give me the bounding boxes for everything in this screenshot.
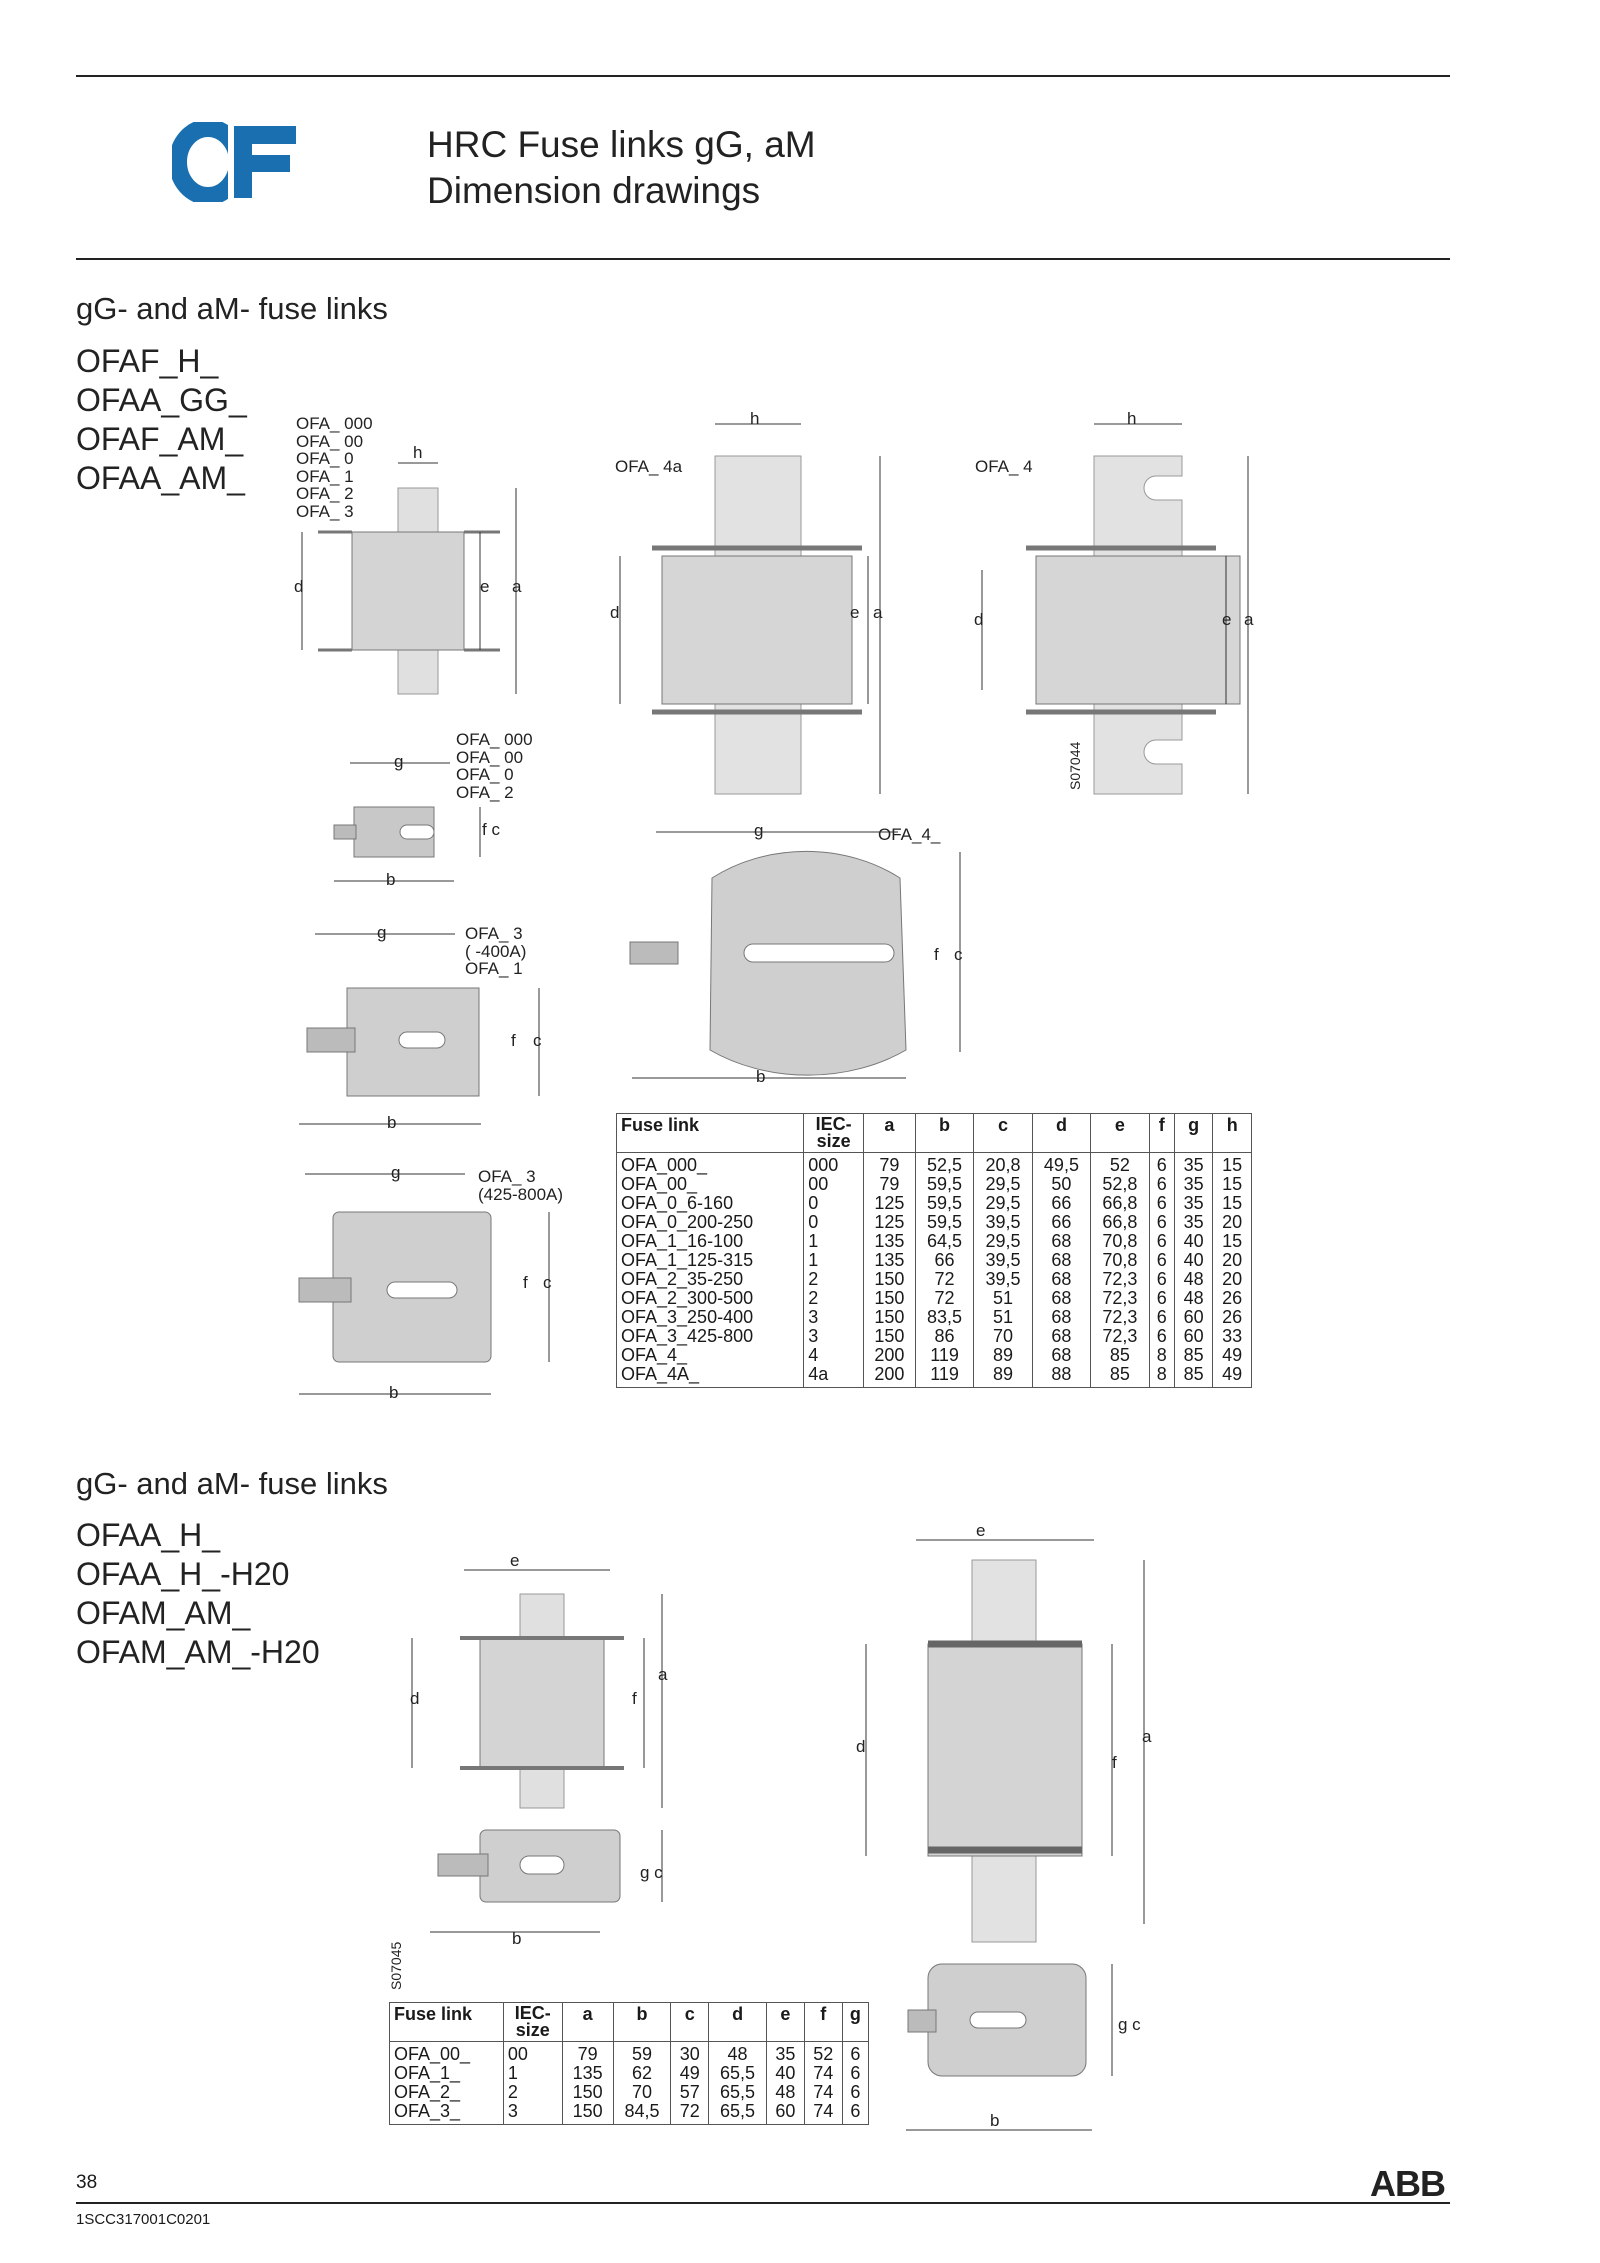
dimension-cell: 74: [804, 2083, 842, 2102]
svg-text:d: d: [974, 610, 984, 629]
table-row: [390, 2083, 869, 2102]
dimension-cell: 89: [974, 1365, 1032, 1388]
dimension-cell: 70: [974, 1327, 1032, 1346]
table-row: [617, 1175, 1252, 1194]
dimension-cell: 70,8: [1091, 1232, 1149, 1251]
dimension-cell: 52: [1091, 1153, 1149, 1176]
size-label: OFA_ 1: [465, 959, 523, 978]
dimension-cell: 15: [1213, 1153, 1252, 1176]
iec-size-cell: 3: [503, 2102, 562, 2125]
of-logo: [172, 122, 302, 202]
dimension-cell: 39,5: [974, 1270, 1032, 1289]
svg-text:b: b: [387, 1113, 397, 1132]
dimension-cell: 135: [864, 1232, 916, 1251]
dimension-table-2: [389, 2002, 869, 2125]
section1-heading: gG- and aM- fuse links: [76, 291, 388, 326]
dimension-cell: 66: [915, 1251, 973, 1270]
iec-size-cell: 2: [804, 1289, 864, 1308]
dimension-cell: 49: [671, 2064, 709, 2083]
dimension-cell: 51: [974, 1289, 1032, 1308]
svg-text:e: e: [1222, 610, 1232, 629]
table-row: [390, 2064, 869, 2083]
page-number: 38: [76, 2172, 98, 2193]
dimension-cell: 68: [1032, 1308, 1090, 1327]
code-item: OFAA_H_: [76, 1517, 221, 1553]
table-row: [617, 1232, 1252, 1251]
fig4-front-view: [970, 409, 1260, 810]
dimension-cell: 79: [864, 1153, 916, 1176]
svg-text:g: g: [394, 752, 404, 771]
dimension-cell: 6: [1149, 1327, 1174, 1346]
dimension-cell: 66,8: [1091, 1194, 1149, 1213]
dimension-cell: 6: [1149, 1270, 1174, 1289]
svg-text:e: e: [510, 1551, 520, 1570]
dimension-cell: 150: [864, 1327, 916, 1346]
iec-size-cell: 0: [804, 1194, 864, 1213]
dimension-cell: 59: [613, 2042, 671, 2065]
fuse-link-cell: OFA_4_: [617, 1346, 804, 1365]
table-row: [617, 1308, 1252, 1327]
dimension-cell: 59,5: [915, 1194, 973, 1213]
col-header: d: [1032, 1114, 1090, 1153]
dimension-cell: 72: [915, 1289, 973, 1308]
dimension-cell: 72,3: [1091, 1289, 1149, 1308]
svg-text:c: c: [954, 945, 963, 964]
dimension-cell: 6: [842, 2083, 868, 2102]
fig4-label: OFA_ 4: [975, 457, 1033, 476]
fuse-link-cell: OFA_2_300-500: [617, 1289, 804, 1308]
dimension-cell: 6: [1149, 1213, 1174, 1232]
size-label: OFA_ 0: [456, 765, 514, 784]
dimension-cell: 6: [1149, 1232, 1174, 1251]
dimension-cell: 40: [1174, 1232, 1213, 1251]
s2-front-view-small: [400, 1548, 690, 1948]
code-item: OFAF_H_: [76, 343, 219, 379]
dimension-cell: 150: [562, 2102, 613, 2125]
dimension-cell: 68: [1032, 1289, 1090, 1308]
dimension-cell: 70,8: [1091, 1251, 1149, 1270]
fuse-link-cell: OFA_3_425-800: [617, 1327, 804, 1346]
dimension-cell: 48: [766, 2083, 804, 2102]
svg-text:h: h: [1127, 409, 1137, 428]
iec-size-cell: 000: [804, 1153, 864, 1176]
dimension-cell: 26: [1213, 1289, 1252, 1308]
dimension-cell: 72,3: [1091, 1270, 1149, 1289]
dimension-cell: 29,5: [974, 1232, 1032, 1251]
svg-text:d: d: [610, 603, 620, 622]
svg-text:a: a: [1142, 1727, 1152, 1746]
col-header: IEC- size: [804, 1114, 864, 1153]
dimension-cell: 26: [1213, 1308, 1252, 1327]
table-header-row: [617, 1114, 1252, 1153]
table-row: [617, 1270, 1252, 1289]
fuse-link-cell: OFA_000_: [617, 1153, 804, 1176]
dimension-cell: 52,5: [915, 1153, 973, 1176]
dimension-cell: 15: [1213, 1232, 1252, 1251]
section2-codes: [76, 1516, 320, 1672]
section1-codes: [76, 342, 247, 498]
dim-d: d: [294, 577, 304, 596]
svg-text:c: c: [543, 1273, 552, 1292]
iec-size-cell: 1: [804, 1251, 864, 1270]
col-header: f: [1149, 1114, 1174, 1153]
col-header: c: [974, 1114, 1032, 1153]
dimension-cell: 60: [766, 2102, 804, 2125]
dimension-cell: 49: [1213, 1346, 1252, 1365]
dimension-cell: 200: [864, 1346, 916, 1365]
dimension-cell: 72,3: [1091, 1308, 1149, 1327]
dimension-cell: 70: [613, 2083, 671, 2102]
fuse-link-cell: OFA_3_250-400: [617, 1308, 804, 1327]
dimension-cell: 68: [1032, 1327, 1090, 1346]
col-header: h: [1213, 1114, 1252, 1153]
iec-size-cell: 3: [804, 1327, 864, 1346]
dimension-cell: 39,5: [974, 1213, 1032, 1232]
abb-logo: [1370, 2164, 1450, 2200]
col-header: a: [864, 1114, 916, 1153]
code-item: OFAF_AM_: [76, 421, 244, 457]
dimension-cell: 6: [1149, 1289, 1174, 1308]
svg-text:f: f: [523, 1273, 528, 1292]
code-item: OFAA_GG_: [76, 382, 247, 418]
dimension-cell: 68: [1032, 1270, 1090, 1289]
dimension-cell: 30: [671, 2042, 709, 2065]
fuse-link-cell: OFA_3_: [390, 2102, 504, 2125]
dimension-cell: 85: [1091, 1365, 1149, 1388]
dimension-cell: 35: [1174, 1175, 1213, 1194]
table-row: [390, 2102, 869, 2125]
table-row: [617, 1213, 1252, 1232]
dimension-cell: 6: [842, 2042, 868, 2065]
dimension-cell: 20: [1213, 1251, 1252, 1270]
table-row: [617, 1194, 1252, 1213]
dimension-cell: 89: [974, 1346, 1032, 1365]
dimension-cell: 66: [1032, 1194, 1090, 1213]
svg-text:f: f: [632, 1689, 637, 1708]
dimension-cell: 60: [1174, 1308, 1213, 1327]
dimension-cell: 57: [671, 2083, 709, 2102]
dimension-cell: 60: [1174, 1327, 1213, 1346]
svg-text:f: f: [511, 1031, 516, 1050]
svg-text:a: a: [658, 1665, 668, 1684]
dimension-cell: 150: [864, 1270, 916, 1289]
dimension-cell: 65,5: [709, 2064, 767, 2083]
col-header: IEC- size: [503, 2003, 562, 2042]
dimension-cell: 85: [1091, 1346, 1149, 1365]
dimension-cell: 125: [864, 1194, 916, 1213]
iec-size-cell: 4a: [804, 1365, 864, 1388]
code-item: OFAM_AM_-H20: [76, 1634, 320, 1670]
iec-size-cell: 2: [503, 2083, 562, 2102]
iec-size-cell: 3: [804, 1308, 864, 1327]
size-label: OFA_ 3: [296, 501, 354, 521]
svg-text:g c: g c: [1118, 2015, 1141, 2034]
svg-text:g c: g c: [640, 1863, 663, 1882]
svg-text:b: b: [990, 2111, 1000, 2130]
dimension-cell: 74: [804, 2102, 842, 2125]
dimension-cell: 59,5: [915, 1213, 973, 1232]
dimension-cell: 49,5: [1032, 1153, 1090, 1176]
fuse-link-cell: OFA_1_125-315: [617, 1251, 804, 1270]
table-row: [617, 1153, 1252, 1176]
dimension-cell: 135: [864, 1251, 916, 1270]
dimension-cell: 29,5: [974, 1175, 1032, 1194]
dimension-cell: 35: [1174, 1194, 1213, 1213]
dimension-cell: 6: [1149, 1308, 1174, 1327]
svg-text:f: f: [934, 945, 939, 964]
dimension-cell: 8: [1149, 1346, 1174, 1365]
svg-text:d: d: [856, 1737, 866, 1756]
dimension-cell: 39,5: [974, 1251, 1032, 1270]
dimension-cell: 6: [1149, 1251, 1174, 1270]
dimension-cell: 74: [804, 2064, 842, 2083]
header-rule: [76, 258, 1450, 260]
dimension-cell: 150: [864, 1289, 916, 1308]
svg-text:f: f: [1112, 1753, 1117, 1772]
section2-heading: gG- and aM- fuse links: [76, 1466, 388, 1501]
s2-front-view-large: [846, 1520, 1176, 2140]
dimension-cell: 72: [671, 2102, 709, 2125]
dimension-cell: 79: [864, 1175, 916, 1194]
size-label: OFA_ 00: [296, 431, 364, 451]
table-row: [617, 1251, 1252, 1270]
dimension-cell: 79: [562, 2042, 613, 2065]
footer-rule: [76, 2202, 1450, 2204]
size-label: ( -400A): [465, 941, 527, 961]
side-view-large: [295, 1163, 565, 1402]
size-label: OFA_ 000: [456, 730, 533, 749]
top-rule: [76, 75, 1450, 77]
dimension-cell: 6: [1149, 1153, 1174, 1176]
fuse-link-cell: OFA_00_: [390, 2042, 504, 2065]
code-item: OFAA_H_-H20: [76, 1556, 290, 1592]
dimension-cell: 48: [1174, 1270, 1213, 1289]
dimension-cell: 52,8: [1091, 1175, 1149, 1194]
dim-h: h: [413, 443, 423, 462]
iec-size-cell: 2: [804, 1270, 864, 1289]
col-header: e: [1091, 1114, 1149, 1153]
page-title: [427, 122, 816, 214]
iec-size-cell: 4: [804, 1346, 864, 1365]
dimension-cell: 6: [842, 2102, 868, 2125]
dim-a: a: [512, 577, 522, 596]
size-label: OFA_ 2: [296, 484, 354, 503]
dimension-cell: 6: [1149, 1175, 1174, 1194]
svg-text:e: e: [850, 603, 860, 622]
dimension-cell: 20,8: [974, 1153, 1032, 1176]
fig1-front-view: [290, 440, 530, 700]
svg-text:b: b: [386, 870, 396, 889]
dimension-cell: 6: [1149, 1194, 1174, 1213]
dimension-cell: 64,5: [915, 1232, 973, 1251]
size-label: OFA_ 00: [456, 747, 524, 767]
fuse-link-cell: OFA_0_200-250: [617, 1213, 804, 1232]
dimension-cell: 135: [562, 2064, 613, 2083]
col-header: e: [766, 2003, 804, 2042]
iec-size-cell: 0: [804, 1213, 864, 1232]
dimension-cell: 86: [915, 1327, 973, 1346]
size-label: OFA_ 1: [296, 466, 354, 486]
size-label: OFA_ 3: [465, 924, 523, 943]
dimension-cell: 29,5: [974, 1194, 1032, 1213]
dimension-cell: 84,5: [613, 2102, 671, 2125]
dimension-cell: 66: [1032, 1213, 1090, 1232]
svg-text:ABB: ABB: [1370, 2164, 1445, 2200]
dimension-cell: 35: [1174, 1153, 1213, 1176]
table-row: [390, 2042, 869, 2065]
dimension-cell: 8: [1149, 1365, 1174, 1388]
dimension-cell: 33: [1213, 1327, 1252, 1346]
dimension-cell: 68: [1032, 1232, 1090, 1251]
size-label: (425-800A): [478, 1184, 564, 1204]
title-line-2: Dimension drawings: [427, 170, 761, 211]
svg-text:g: g: [391, 1163, 401, 1182]
svg-text:a: a: [1244, 610, 1254, 629]
dimension-cell: 68: [1032, 1251, 1090, 1270]
svg-text:e: e: [976, 1521, 986, 1540]
svg-text:g: g: [754, 821, 764, 840]
dimension-cell: 72: [915, 1270, 973, 1289]
dimension-cell: 49: [1213, 1365, 1252, 1388]
fig4a-front-view: [610, 409, 900, 810]
col-header: Fuse link: [390, 2003, 504, 2042]
document-code: 1SCC317001C0201: [76, 2211, 211, 2228]
fuse-link-cell: OFA_2_35-250: [617, 1270, 804, 1289]
svg-text:b: b: [389, 1383, 399, 1402]
dimension-cell: 51: [974, 1308, 1032, 1327]
svg-text:d: d: [410, 1689, 420, 1708]
col-header: Fuse link: [617, 1114, 804, 1153]
dimension-cell: 85: [1174, 1365, 1213, 1388]
title-line-1: HRC Fuse links gG, aM: [427, 124, 816, 165]
fuse-link-cell: OFA_1_16-100: [617, 1232, 804, 1251]
side-view-small: [330, 745, 530, 895]
dimension-cell: 15: [1213, 1175, 1252, 1194]
dimension-cell: 150: [562, 2083, 613, 2102]
svg-text:a: a: [873, 603, 883, 622]
table-header-row: [390, 2003, 869, 2042]
size-label: OFA_ 3: [478, 1167, 536, 1186]
table-row: [617, 1346, 1252, 1365]
dimension-cell: 65,5: [709, 2102, 767, 2125]
col-header: a: [562, 2003, 613, 2042]
table-row: [617, 1327, 1252, 1346]
top-view-ofa4: [620, 820, 970, 1090]
dimension-cell: 119: [915, 1346, 973, 1365]
dimension-cell: 65,5: [709, 2083, 767, 2102]
size-label: OFA_ 000: [296, 414, 373, 433]
svg-text:b: b: [512, 1929, 522, 1948]
svg-text:c: c: [533, 1031, 542, 1050]
dimension-cell: 66,8: [1091, 1213, 1149, 1232]
dimension-cell: 72,3: [1091, 1327, 1149, 1346]
col-header: d: [709, 2003, 767, 2042]
iec-size-cell: 1: [503, 2064, 562, 2083]
col-header: g: [842, 2003, 868, 2042]
dimension-cell: 52: [804, 2042, 842, 2065]
iec-size-cell: 1: [804, 1232, 864, 1251]
dimension-cell: 40: [1174, 1251, 1213, 1270]
iec-size-cell: 00: [804, 1175, 864, 1194]
dimension-cell: 50: [1032, 1175, 1090, 1194]
svg-text:g: g: [377, 923, 387, 942]
dimension-cell: 88: [1032, 1365, 1090, 1388]
dimension-cell: 35: [1174, 1213, 1213, 1232]
col-header: g: [1174, 1114, 1213, 1153]
top4-label: OFA_4_: [878, 825, 941, 844]
dimension-cell: 40: [766, 2064, 804, 2083]
dimension-cell: 48: [709, 2042, 767, 2065]
dimension-cell: 48: [1174, 1289, 1213, 1308]
code-item: OFAM_AM_: [76, 1595, 251, 1631]
dimension-cell: 85: [1174, 1346, 1213, 1365]
size-label: OFA_ 2: [456, 782, 514, 802]
dimension-cell: 59,5: [915, 1175, 973, 1194]
dimension-cell: 200: [864, 1365, 916, 1388]
fuse-link-cell: OFA_1_: [390, 2064, 504, 2083]
col-header: b: [915, 1114, 973, 1153]
code-item: OFAA_AM_: [76, 460, 245, 496]
dimension-cell: 125: [864, 1213, 916, 1232]
dimension-cell: 15: [1213, 1194, 1252, 1213]
table-row: [617, 1365, 1252, 1388]
col-header: f: [804, 2003, 842, 2042]
svg-text:f c: f c: [482, 820, 500, 839]
dimension-cell: 119: [915, 1365, 973, 1388]
dimension-cell: 20: [1213, 1270, 1252, 1289]
fuse-link-cell: OFA_00_: [617, 1175, 804, 1194]
iec-size-cell: 00: [503, 2042, 562, 2065]
dimension-table-1: [616, 1113, 1252, 1388]
dimension-cell: 83,5: [915, 1308, 973, 1327]
size-label: OFA_ 0: [296, 449, 354, 468]
svg-text:b: b: [756, 1067, 766, 1086]
dimension-cell: 20: [1213, 1213, 1252, 1232]
drawing-code-2: S07045: [388, 1941, 404, 1990]
table-row: [617, 1289, 1252, 1308]
svg-text:h: h: [750, 409, 760, 428]
dimension-cell: 150: [864, 1308, 916, 1327]
drawing-code: S07044: [1067, 741, 1083, 790]
fuse-link-cell: OFA_2_: [390, 2083, 504, 2102]
fuse-link-cell: OFA_0_6-160: [617, 1194, 804, 1213]
col-header: b: [613, 2003, 671, 2042]
dimension-cell: 35: [766, 2042, 804, 2065]
dimension-cell: 62: [613, 2064, 671, 2083]
dim-e: e: [480, 577, 490, 596]
dimension-cell: 68: [1032, 1346, 1090, 1365]
dimension-cell: 6: [842, 2064, 868, 2083]
fig4a-label: OFA_ 4a: [615, 457, 683, 476]
side-view-mid: [295, 923, 555, 1132]
fuse-link-cell: OFA_4A_: [617, 1365, 804, 1388]
col-header: c: [671, 2003, 709, 2042]
